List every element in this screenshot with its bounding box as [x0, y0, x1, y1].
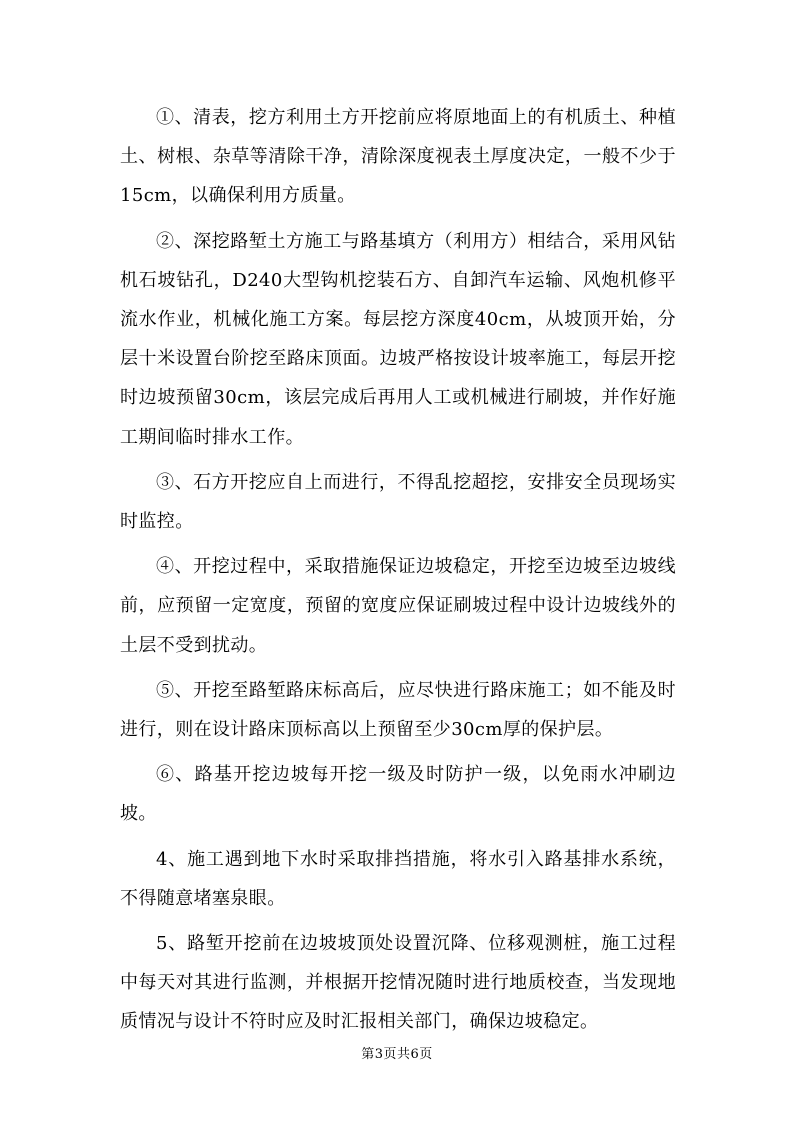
- paragraph-groundwater: 4、施工遇到地下水时采取排挡措施，将水引入路基排水系统，不得随意堵塞泉眼。: [120, 848, 676, 909]
- paragraph-slope-stability: ④、开挖过程中，采取措施保证边坡稳定，开挖至边坡至边坡线前，应预留一定宽度，预留的宽度应保证刷坡过程中设计边坡线外的土层不受到扰动。: [120, 556, 676, 656]
- paragraph-clearing: ①、清表，挖方利用土方开挖前应将原地面上的有机质土、种植土、树根、杂草等清除干净，清除深度视表土厚度决定，一般不少于15cm，以确保利用方质量。: [120, 107, 676, 207]
- paragraph-slope-protection: ⑥、路基开挖边坡每开挖一级及时防护一级，以免雨水冲刷边坡。: [120, 764, 676, 825]
- paragraph-subgrade-construction: ⑤、开挖至路堑路床标高后，应尽快进行路床施工；如不能及时进行，则在设计路床顶标高以上预留至少30cm厚的保护层。: [120, 679, 676, 741]
- page-footer: 第3页共6页: [361, 1047, 433, 1062]
- paragraph-rock-excavation: ③、石方开挖应自上而进行，不得乱挖超挖，安排安全员现场实时监控。: [120, 471, 676, 533]
- paragraph-monitoring: 5、路堑开挖前在边坡坡顶处设置沉降、位移观测桩，施工过程中每天对其进行监测，并根据开挖情况随时进行地质校查，当发现地质情况与设计不符时应及时汇报相关部门，确保边坡稳定。: [120, 933, 676, 1033]
- document-body: [120, 98, 676, 1048]
- paragraph-deep-cut: ②、深挖路堑土方施工与路基填方（利用方）相结合，采用风钻机石坡钻孔，D240大型钩机挖装石方、自卸汽车运输、风炮机修平流水作业，机械化施工方案。每层挖方深度40cm，从坡顶开始，分层十米设置台阶挖至路床顶面。边坡严格按设计坡率施工，每层开挖时边坡预留30cm，该层完成后再用人工或机械进行刷坡，并作好施工期间临时排水工作。: [120, 230, 676, 448]
